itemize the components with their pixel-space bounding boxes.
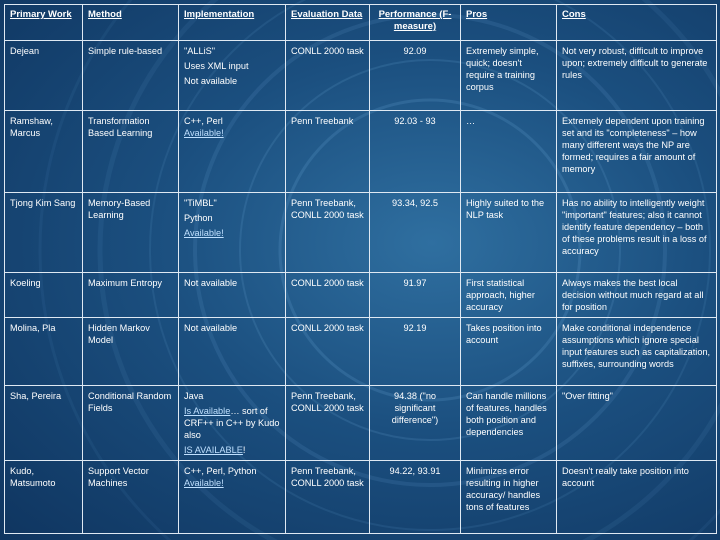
impl-line: "TiMBL" bbox=[184, 198, 217, 208]
table-row bbox=[5, 318, 717, 386]
cell-cons: Make conditional independence assumptions which ignore special input features such as capitalization, suffixes, surrounding words bbox=[557, 318, 717, 386]
cell-performance: 94.38 ("no significant difference") bbox=[370, 386, 461, 461]
header-row bbox=[5, 5, 717, 41]
cell-implementation: Not available bbox=[179, 318, 286, 386]
cell-pros: … bbox=[461, 111, 557, 193]
comparison-table bbox=[4, 4, 717, 534]
impl-tail: ! bbox=[242, 445, 246, 455]
cell-eval: Penn Treebank, CONLL 2000 task bbox=[286, 386, 370, 461]
cell-pros: First statistical approach, higher accuracy bbox=[461, 273, 557, 318]
table-row bbox=[5, 273, 717, 318]
cell-implementation bbox=[179, 111, 286, 193]
cell-pros: Minimizes error resulting in higher accuracy/ handles tons of features bbox=[461, 461, 557, 534]
table-row bbox=[5, 41, 717, 111]
impl-tail: … sort of CRF++ in C++ by Kudo also bbox=[184, 406, 280, 440]
cell-implementation: Not available bbox=[179, 273, 286, 318]
table-row bbox=[5, 461, 717, 534]
cell-implementation bbox=[179, 386, 286, 461]
cell-cons: Doesn't really take position into account bbox=[557, 461, 717, 534]
cell-work: Kudo, Matsumoto bbox=[5, 461, 83, 534]
cell-eval: CONLL 2000 task bbox=[286, 41, 370, 111]
cell-performance: 92.19 bbox=[370, 318, 461, 386]
cell-performance: 93.34, 92.5 bbox=[370, 193, 461, 273]
cell-work: Ramshaw, Marcus bbox=[5, 111, 83, 193]
impl-line: Not available bbox=[184, 76, 238, 86]
cell-work: Tjong Kim Sang bbox=[5, 193, 83, 273]
cell-eval: Penn Treebank, CONLL 2000 task bbox=[286, 461, 370, 534]
cell-performance: 94.22, 93.91 bbox=[370, 461, 461, 534]
cell-eval: CONLL 2000 task bbox=[286, 318, 370, 386]
cell-cons: Always makes the best local decision without much regard at all for position bbox=[557, 273, 717, 318]
cell-pros: Can handle millions of features, handles both position and dependencies bbox=[461, 386, 557, 461]
impl-line: Uses XML input bbox=[184, 61, 249, 71]
is-available-caps-link[interactable]: IS AVAILABLE bbox=[184, 445, 243, 455]
cell-performance: 92.03 - 93 bbox=[370, 111, 461, 193]
cell-implementation bbox=[179, 193, 286, 273]
impl-line: Java bbox=[184, 391, 204, 401]
impl-line: C++, Perl, Python bbox=[184, 466, 257, 476]
cell-pros: Takes position into account bbox=[461, 318, 557, 386]
cell-work: Sha, Pereira bbox=[5, 386, 83, 461]
header-primary-work: Primary Work bbox=[5, 5, 83, 41]
cell-work: Dejean bbox=[5, 41, 83, 111]
cell-pros: Extremely simple, quick; doesn't require a training corpus bbox=[461, 41, 557, 111]
cell-eval: Penn Treebank bbox=[286, 111, 370, 193]
header-evaluation-data: Evaluation Data bbox=[286, 5, 370, 41]
impl-line: Python bbox=[184, 213, 213, 223]
cell-performance: 91.97 bbox=[370, 273, 461, 318]
cell-method: Maximum Entropy bbox=[83, 273, 179, 318]
is-available-link[interactable]: Is Available bbox=[184, 406, 231, 416]
impl-line: "ALLiS" bbox=[184, 46, 216, 56]
cell-method: Hidden Markov Model bbox=[83, 318, 179, 386]
cell-work: Molina, Pla bbox=[5, 318, 83, 386]
cell-cons: "Over fitting" bbox=[557, 386, 717, 461]
header-performance: Performance (F-measure) bbox=[370, 5, 461, 41]
cell-method: Memory-Based Learning bbox=[83, 193, 179, 273]
cell-work: Koeling bbox=[5, 273, 83, 318]
table-row bbox=[5, 386, 717, 461]
available-link[interactable]: Available! bbox=[184, 128, 224, 138]
available-link[interactable]: Available! bbox=[184, 228, 224, 238]
impl-line: C++, Perl bbox=[184, 116, 223, 126]
cell-method: Conditional Random Fields bbox=[83, 386, 179, 461]
header-method: Method bbox=[83, 5, 179, 41]
available-link[interactable]: Available! bbox=[184, 478, 224, 488]
cell-eval: Penn Treebank, CONLL 2000 task bbox=[286, 193, 370, 273]
table-row bbox=[5, 111, 717, 193]
cell-performance: 92.09 bbox=[370, 41, 461, 111]
cell-implementation bbox=[179, 461, 286, 534]
cell-cons: Has no ability to intelligently weight "important" features; also it cannot identify feature dependency – both of these problems result in a loss of accuracy bbox=[557, 193, 717, 273]
cell-method: Simple rule-based bbox=[83, 41, 179, 111]
cell-cons: Extremely dependent upon training set and its "completeness" – how many different ways the NP are formed; requires a fair amount of memory bbox=[557, 111, 717, 193]
cell-method: Transformation Based Learning bbox=[83, 111, 179, 193]
cell-method: Support Vector Machines bbox=[83, 461, 179, 534]
header-cons: Cons bbox=[557, 5, 717, 41]
cell-cons: Not very robust, difficult to improve upon; extremely difficult to generate rules bbox=[557, 41, 717, 111]
header-pros: Pros bbox=[461, 5, 557, 41]
header-implementation: Implementation bbox=[179, 5, 286, 41]
cell-pros: Highly suited to the NLP task bbox=[461, 193, 557, 273]
cell-implementation bbox=[179, 41, 286, 111]
cell-eval: CONLL 2000 task bbox=[286, 273, 370, 318]
table-row bbox=[5, 193, 717, 273]
